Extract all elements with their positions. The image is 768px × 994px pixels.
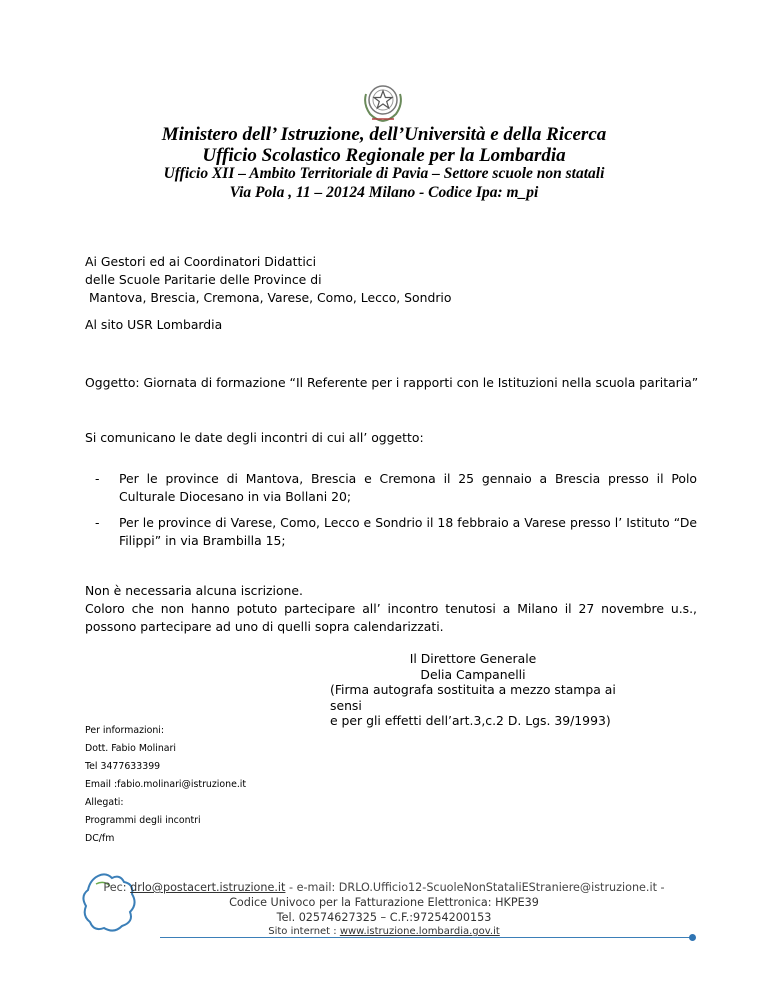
info-label: Per informazioni: <box>85 725 165 736</box>
footer-dot-icon <box>689 934 696 941</box>
bullet-dash: - <box>95 471 100 486</box>
footer-billing-code: Codice Univoco per la Fatturazione Elettronica: HKPE39 <box>229 896 539 909</box>
pec-link[interactable]: drlo@postacert.istruzione.it <box>130 881 286 894</box>
office-address: Via Pola , 11 – 20124 Milano - Codice Ipa: m_pi <box>229 184 539 201</box>
site-link[interactable]: www.istruzione.lombardia.gov.it <box>339 926 500 937</box>
site-recipient: Al sito USR Lombardia <box>85 317 223 332</box>
contact-phone: Tel 3477633399 <box>85 761 161 772</box>
addressee-line: delle Scuole Paritarie delle Province di <box>85 272 322 287</box>
footer-divider <box>160 937 690 938</box>
addressees-block <box>85 253 451 307</box>
footer-line <box>0 880 768 895</box>
attachment-item: Programmi degli incontri <box>85 815 201 826</box>
office-title: Ufficio Scolastico Regionale per la Lombardia <box>202 145 566 166</box>
closing-line: Non è necessaria alcuna iscrizione. <box>85 583 303 598</box>
contact-email: Email :fabio.molinari@istruzione.it <box>85 779 247 790</box>
reference-code: DC/fm <box>85 833 115 844</box>
italian-republic-emblem-icon <box>358 78 408 126</box>
footer-phone: Tel. 02574627325 – C.F.:97254200153 <box>276 911 492 924</box>
email-text: - e-mail: DRLO.Ufficio12-ScuoleNonStataliEStraniere@istruzione.it - <box>285 881 665 894</box>
addressee-line: Mantova, Brescia, Cremona, Varese, Como, Lecco, Sondrio <box>85 290 452 305</box>
site-label: Sito internet : <box>268 926 340 937</box>
contact-name: Dott. Fabio Molinari <box>85 743 176 754</box>
bullet-item: Per le province di Varese, Como, Lecco e Sondrio il 18 febbraio a Varese presso l’ Istituto “De Filippi” in via Brambilla 15; <box>119 515 697 548</box>
addressee-line: Ai Gestori ed ai Coordinatori Didattici <box>85 254 317 269</box>
signature-block <box>330 651 650 729</box>
bullet-dash: - <box>95 515 100 530</box>
bullet-item: Per le province di Mantova, Brescia e Cremona il 25 gennaio a Brescia presso il Polo Culturale Diocesano in via Bollani 20; <box>119 471 697 504</box>
signature-note: e per gli effetti dell’art.3,c.2 D. Lgs. 39/1993) <box>330 713 611 728</box>
contact-info <box>85 722 246 794</box>
intro-line: Si comunicano le date degli incontri di cui all’ oggetto: <box>85 430 424 445</box>
signatory-name: Delia Campanelli <box>420 666 526 682</box>
attachments-label: Allegati: <box>85 797 124 808</box>
attachments-block <box>85 794 201 848</box>
signatory-title: Il Direttore Generale <box>409 651 537 666</box>
office-subtitle: Ufficio XII – Ambito Territoriale di Pavia – Settore scuole non statali <box>163 165 605 182</box>
subject-line: Oggetto: Giornata di formazione “Il Referente per i rapporti con le Istituzioni nella scuola paritaria” <box>85 375 699 390</box>
closing-paragraph: Coloro che non hanno potuto partecipare all’ incontro tenutosi a Milano il 27 novembre u.s., possono partecipare ad uno di quelli sopra calendarizzati. <box>85 601 697 634</box>
pec-label: Pec: <box>103 881 131 894</box>
signature-note: (Firma autografa sostituita a mezzo stampa ai sensi <box>330 682 616 713</box>
ministry-title: Ministero dell’ Istruzione, dell’Università e della Ricerca <box>161 124 607 145</box>
